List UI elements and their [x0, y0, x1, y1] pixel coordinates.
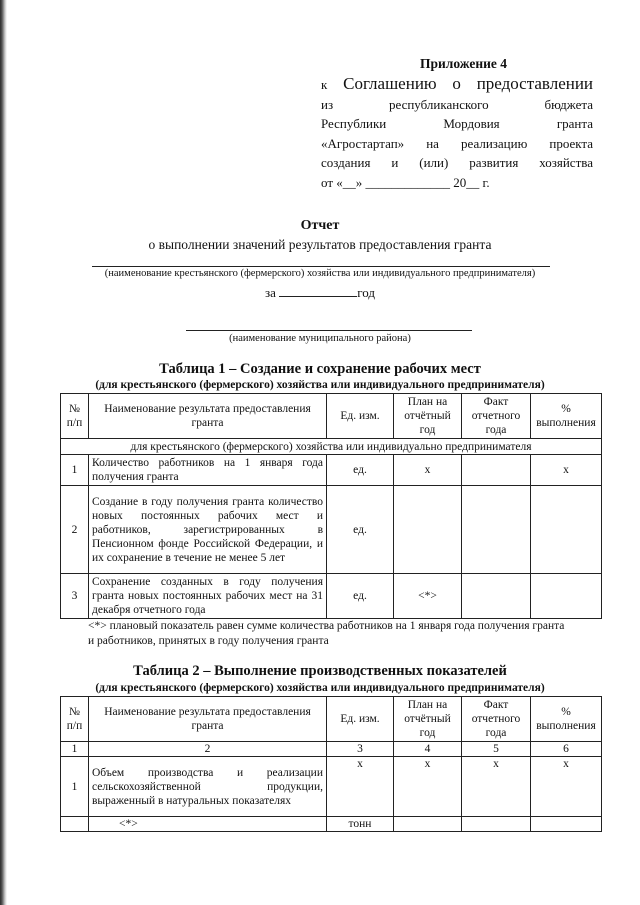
appendix-word: _____________	[365, 174, 451, 190]
appendix-word: Соглашению	[343, 74, 437, 93]
section-label: для крестьянского (фермерского) хозяйства или индивидуально предпринимателя	[61, 439, 602, 455]
table1	[60, 393, 602, 619]
col-number: 4	[394, 742, 462, 757]
row-name: Количество работников на 1 января года получения гранта	[89, 455, 327, 486]
table-row	[61, 817, 602, 832]
appendix-word: предоставлении	[476, 74, 594, 93]
row-percent	[531, 486, 602, 574]
appendix-word: бюджета	[544, 96, 593, 112]
table1-title: Таблица 1 – Создание и сохранение рабочих мест	[159, 361, 481, 377]
appendix-line-4	[321, 134, 593, 154]
report-subtitle: о выполнении значений результатов предоставления гранта	[148, 237, 492, 252]
header-plan: План на отчётный год	[394, 697, 462, 742]
row-num: 2	[61, 486, 89, 574]
header-fact: Факт отчетного года	[462, 394, 531, 439]
appendix-word: к	[321, 77, 328, 92]
appendix-word: гранта	[556, 116, 593, 131]
table2-column-numbers	[61, 742, 602, 757]
appendix-line-5	[321, 153, 593, 173]
table1-header-row	[61, 394, 602, 439]
appendix-body	[321, 74, 593, 192]
farm-name-line	[92, 266, 550, 267]
district-line	[186, 330, 472, 331]
row-num	[61, 817, 89, 832]
row-num: 1	[61, 455, 89, 486]
table2-title: Таблица 2 – Выполнение производственных показателей	[133, 663, 507, 679]
table-row	[61, 757, 602, 817]
appendix-word: хозяйства	[539, 155, 593, 170]
appendix-word: «Агростартап»	[321, 135, 405, 151]
header-unit: Ед. изм.	[327, 394, 394, 439]
header-fact: Факт отчетного года	[462, 697, 531, 742]
appendix-word: развития	[469, 155, 519, 170]
row-plan	[394, 486, 462, 574]
appendix-word: (или)	[419, 155, 449, 170]
row-name: Объем производства и реализации сельскохозяйственной продукции, выраженный в натуральных показателях	[89, 757, 327, 817]
appendix-title: Приложение 4	[420, 56, 508, 71]
farm-name-caption: (наименование крестьянского (фермерского) хозяйства или индивидуального предпринимателя)	[104, 268, 536, 279]
appendix-word: и	[391, 155, 399, 170]
appendix-word: Республики	[321, 116, 387, 131]
scan-edge	[0, 0, 7, 905]
table-row	[61, 574, 602, 619]
header-plan: План на отчётный год	[394, 394, 462, 439]
appendix-line-2	[321, 95, 593, 115]
col-number: 1	[61, 742, 89, 757]
appendix-word: Мордовия	[443, 116, 500, 131]
appendix-word: от «__»	[321, 174, 363, 190]
header-num: № п/п	[61, 697, 89, 742]
report-period	[0, 284, 640, 301]
row-percent	[531, 574, 602, 619]
table2-subtitle: (для крестьянского (фермерского) хозяйства или индивидуального предпринимателя)	[95, 682, 545, 694]
appendix-line-6	[321, 173, 593, 193]
row-unit: ед.	[327, 486, 394, 574]
header-name: Наименование результата предоставления гранта	[89, 394, 327, 439]
row-percent: х	[531, 757, 602, 817]
row-percent: х	[531, 455, 602, 486]
row-unit: тонн	[327, 817, 394, 832]
row-num: 3	[61, 574, 89, 619]
header-percent: % выполнения	[531, 394, 602, 439]
row-unit: ед.	[327, 574, 394, 619]
row-unit: ед.	[327, 455, 394, 486]
district-caption: (наименование муниципального района)	[229, 333, 411, 344]
row-plan	[394, 817, 462, 832]
col-number: 5	[462, 742, 531, 757]
row-unit: х	[327, 757, 394, 817]
appendix-word: г.	[482, 174, 490, 190]
table1-footnote: <*> плановый показатель равен сумме количества работников на 1 января года получения гранта и работников, принятых в году получения гранта	[88, 620, 565, 647]
appendix-word: 20__	[453, 174, 480, 190]
row-fact	[462, 817, 531, 832]
row-plan: <*>	[394, 574, 462, 619]
row-percent	[531, 817, 602, 832]
report-title: Отчет	[300, 218, 340, 233]
table2-header-row	[61, 697, 602, 742]
table1-section-row	[61, 439, 602, 455]
header-percent: % выполнения	[531, 697, 602, 742]
row-fact	[462, 574, 531, 619]
appendix-line-3	[321, 114, 593, 134]
row-fact	[462, 455, 531, 486]
appendix-word: на	[426, 135, 439, 151]
header-name: Наименование результата предоставления гранта	[89, 697, 327, 742]
col-number: 2	[89, 742, 327, 757]
row-fact: х	[462, 757, 531, 817]
appendix-word: реализацию	[461, 135, 528, 151]
row-plan: х	[394, 757, 462, 817]
table-row	[61, 486, 602, 574]
header-num: № п/п	[61, 394, 89, 439]
appendix-word: из	[321, 96, 334, 112]
table1-subtitle: (для крестьянского (фермерского) хозяйства или индивидуального предпринимателя)	[95, 379, 545, 391]
period-suffix: год	[357, 285, 375, 300]
period-blank	[279, 284, 357, 297]
appendix-word: проекта	[549, 135, 594, 151]
row-fact	[462, 486, 531, 574]
table2	[60, 696, 602, 832]
appendix-word: республиканского	[388, 96, 489, 112]
table-row	[61, 455, 602, 486]
row-name: Создание в году получения гранта количество новых постоянных рабочих мест и работников, зарегистрированных в Пенсионном фонде Российской Федерации, и их сохранение в течение не менее 5 лет	[89, 486, 327, 574]
row-plan: х	[394, 455, 462, 486]
row-name: Сохранение созданных в году получения гранта новых постоянных рабочих мест на 31 декабря отчетного года	[89, 574, 327, 619]
header-unit: Ед. изм.	[327, 697, 394, 742]
col-number: 6	[531, 742, 602, 757]
appendix-word: о	[452, 74, 461, 93]
row-name: <*>	[89, 817, 327, 832]
period-prefix: за	[265, 285, 276, 300]
appendix-line-1	[321, 74, 593, 95]
row-num: 1	[61, 757, 89, 817]
appendix-word: создания	[321, 155, 371, 170]
col-number: 3	[327, 742, 394, 757]
